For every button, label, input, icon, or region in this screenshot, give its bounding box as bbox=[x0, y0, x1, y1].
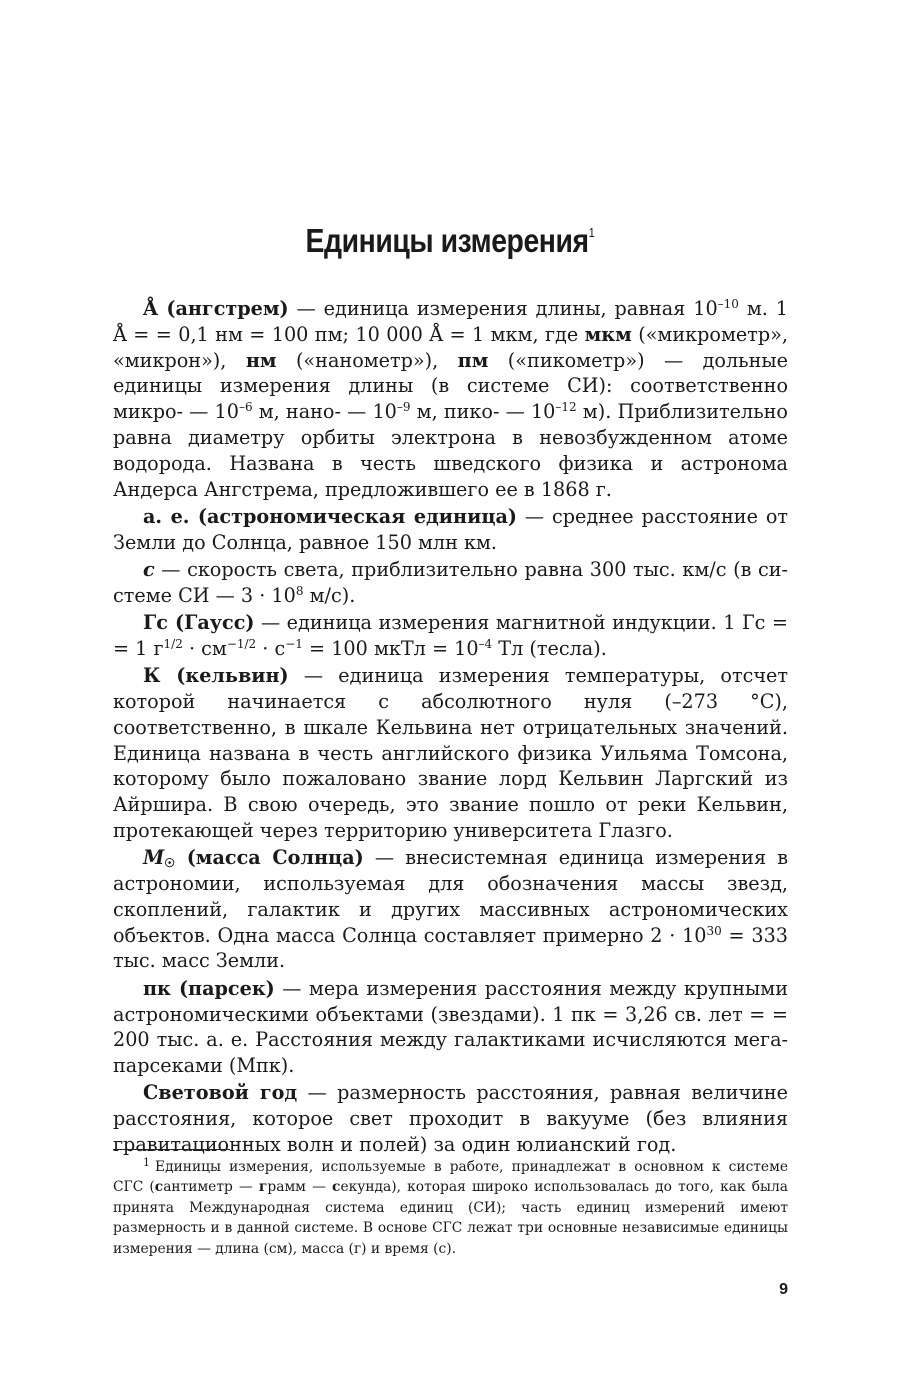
glossary-body bbox=[113, 296, 788, 1159]
entry-parsec: пк (парсек) — мера измерения расстояния между крупными астрономическими объектами (звездами). 1 пк = 3,26 св. лет = = 200 тыс. а. е. Расстояния между галактиками исчисляются мегапарсеками (Мпк). bbox=[113, 976, 788, 1078]
entry-solar-mass: $M_☉$ (масса Солнца) — внесистемная единица измерения в астрономии, используемая для обозначения массы звезд, скоплений, галактик и других массивных астрономических объектов. Одна масса Солнца составляет примерно $2 \cdot 10^{30} = 333$ тыс. масс Земли. bbox=[113, 846, 789, 973]
entry-term: а. е. (астрономическая единица) bbox=[143, 504, 518, 528]
page-number: 9 bbox=[779, 1281, 788, 1298]
title-footnote-marker: 1 bbox=[588, 225, 595, 240]
entry-angstrom: Å (ангстрем) — единица измерения длины, равная $10^{-10}$ м. 1 Å = = 0,1 нм = 100 пм; 10 000 Å = 1 мкм, где мкм («микрометр», «микрон»), нм («нанометр»), пм («пикометр») — дольные единицы измерения длины (в системе СИ): соответственно микро- — $10^{-6}$ м, нано- — $10^{-9}$ м, пико- — $10^{-12}$ м). Приблизительно равна диаметру орбиты электрона в невозбужденном атоме водорода. Названа в честь шведского физика и астронома Андерса Ангстрема, предложившего ее в 1868 г. bbox=[113, 297, 789, 501]
entry-speed-of-light: c — скорость света, приблизительно равна 300 тыс. км/с (в системе СИ — $3 \cdot 10^8$ м/с). bbox=[113, 557, 788, 607]
footnote-marker: 1 bbox=[143, 1156, 150, 1169]
entry-term: $M_☉$ (масса Солнца) bbox=[143, 846, 364, 871]
entry-term: пк (парсек) bbox=[143, 976, 275, 1000]
entry-term: c bbox=[143, 557, 155, 581]
page-title: Единицы измерения$^1$ bbox=[305, 222, 595, 259]
entry-gauss: Гс (Гаусс) — единица измерения магнитной индукции. 1 Гс = = 1 $г^{1/2} \cdot см^{-1/2} \cdot с^{-1} = 100$ мкТл = $10^{-4}$ Тл (тесла). bbox=[113, 611, 788, 660]
entry-term: Световой год bbox=[143, 1081, 298, 1105]
entry-light-year: Световой год — размерность расстояния, равная величине расстояния, которое свет проходит в вакууме (без влияния гравитационных волн и полей) за один юлианский год. bbox=[113, 1081, 788, 1156]
entry-astronomical-unit: а. е. (астрономическая единица) — среднее расстояние от Земли до Солнца, равное 150 млн км. bbox=[113, 504, 788, 554]
entry-kelvin: К (кельвин) — единица измерения температуры, отсчет которой начинается с абсолютного нуля (–273 °С), соответственно, в шкале Кельвина нет отрицательных значений. Единица названа в честь английского физика Уильяма Томсона, которому было пожаловано звание лорд Кельвин Ларгский из Айршира. В свою очередь, это звание пошло от реки Кельвин, протекающей через территорию университета Глазго. bbox=[113, 664, 788, 842]
footnote: $^1$ Единицы измерения, используемые в работе, принадлежат в основном к системе СГС (сантиметр — грамм — секунда), которая широко использовалась до того, как была принята Международная система единиц (СИ); часть единиц измерений имеют размерность и в данной системе. В основе СГС лежат три основные независимые единицы измерения — длина (см), масса (г) и время (с). bbox=[113, 1156, 788, 1257]
footnote-divider bbox=[113, 1149, 230, 1150]
entry-term: Å (ангстрем) bbox=[143, 297, 289, 320]
entry-term: Гс (Гаусс) bbox=[143, 611, 255, 635]
entry-term: К (кельвин) bbox=[143, 664, 289, 688]
sun-symbol-icon: ☉ bbox=[164, 856, 176, 871]
